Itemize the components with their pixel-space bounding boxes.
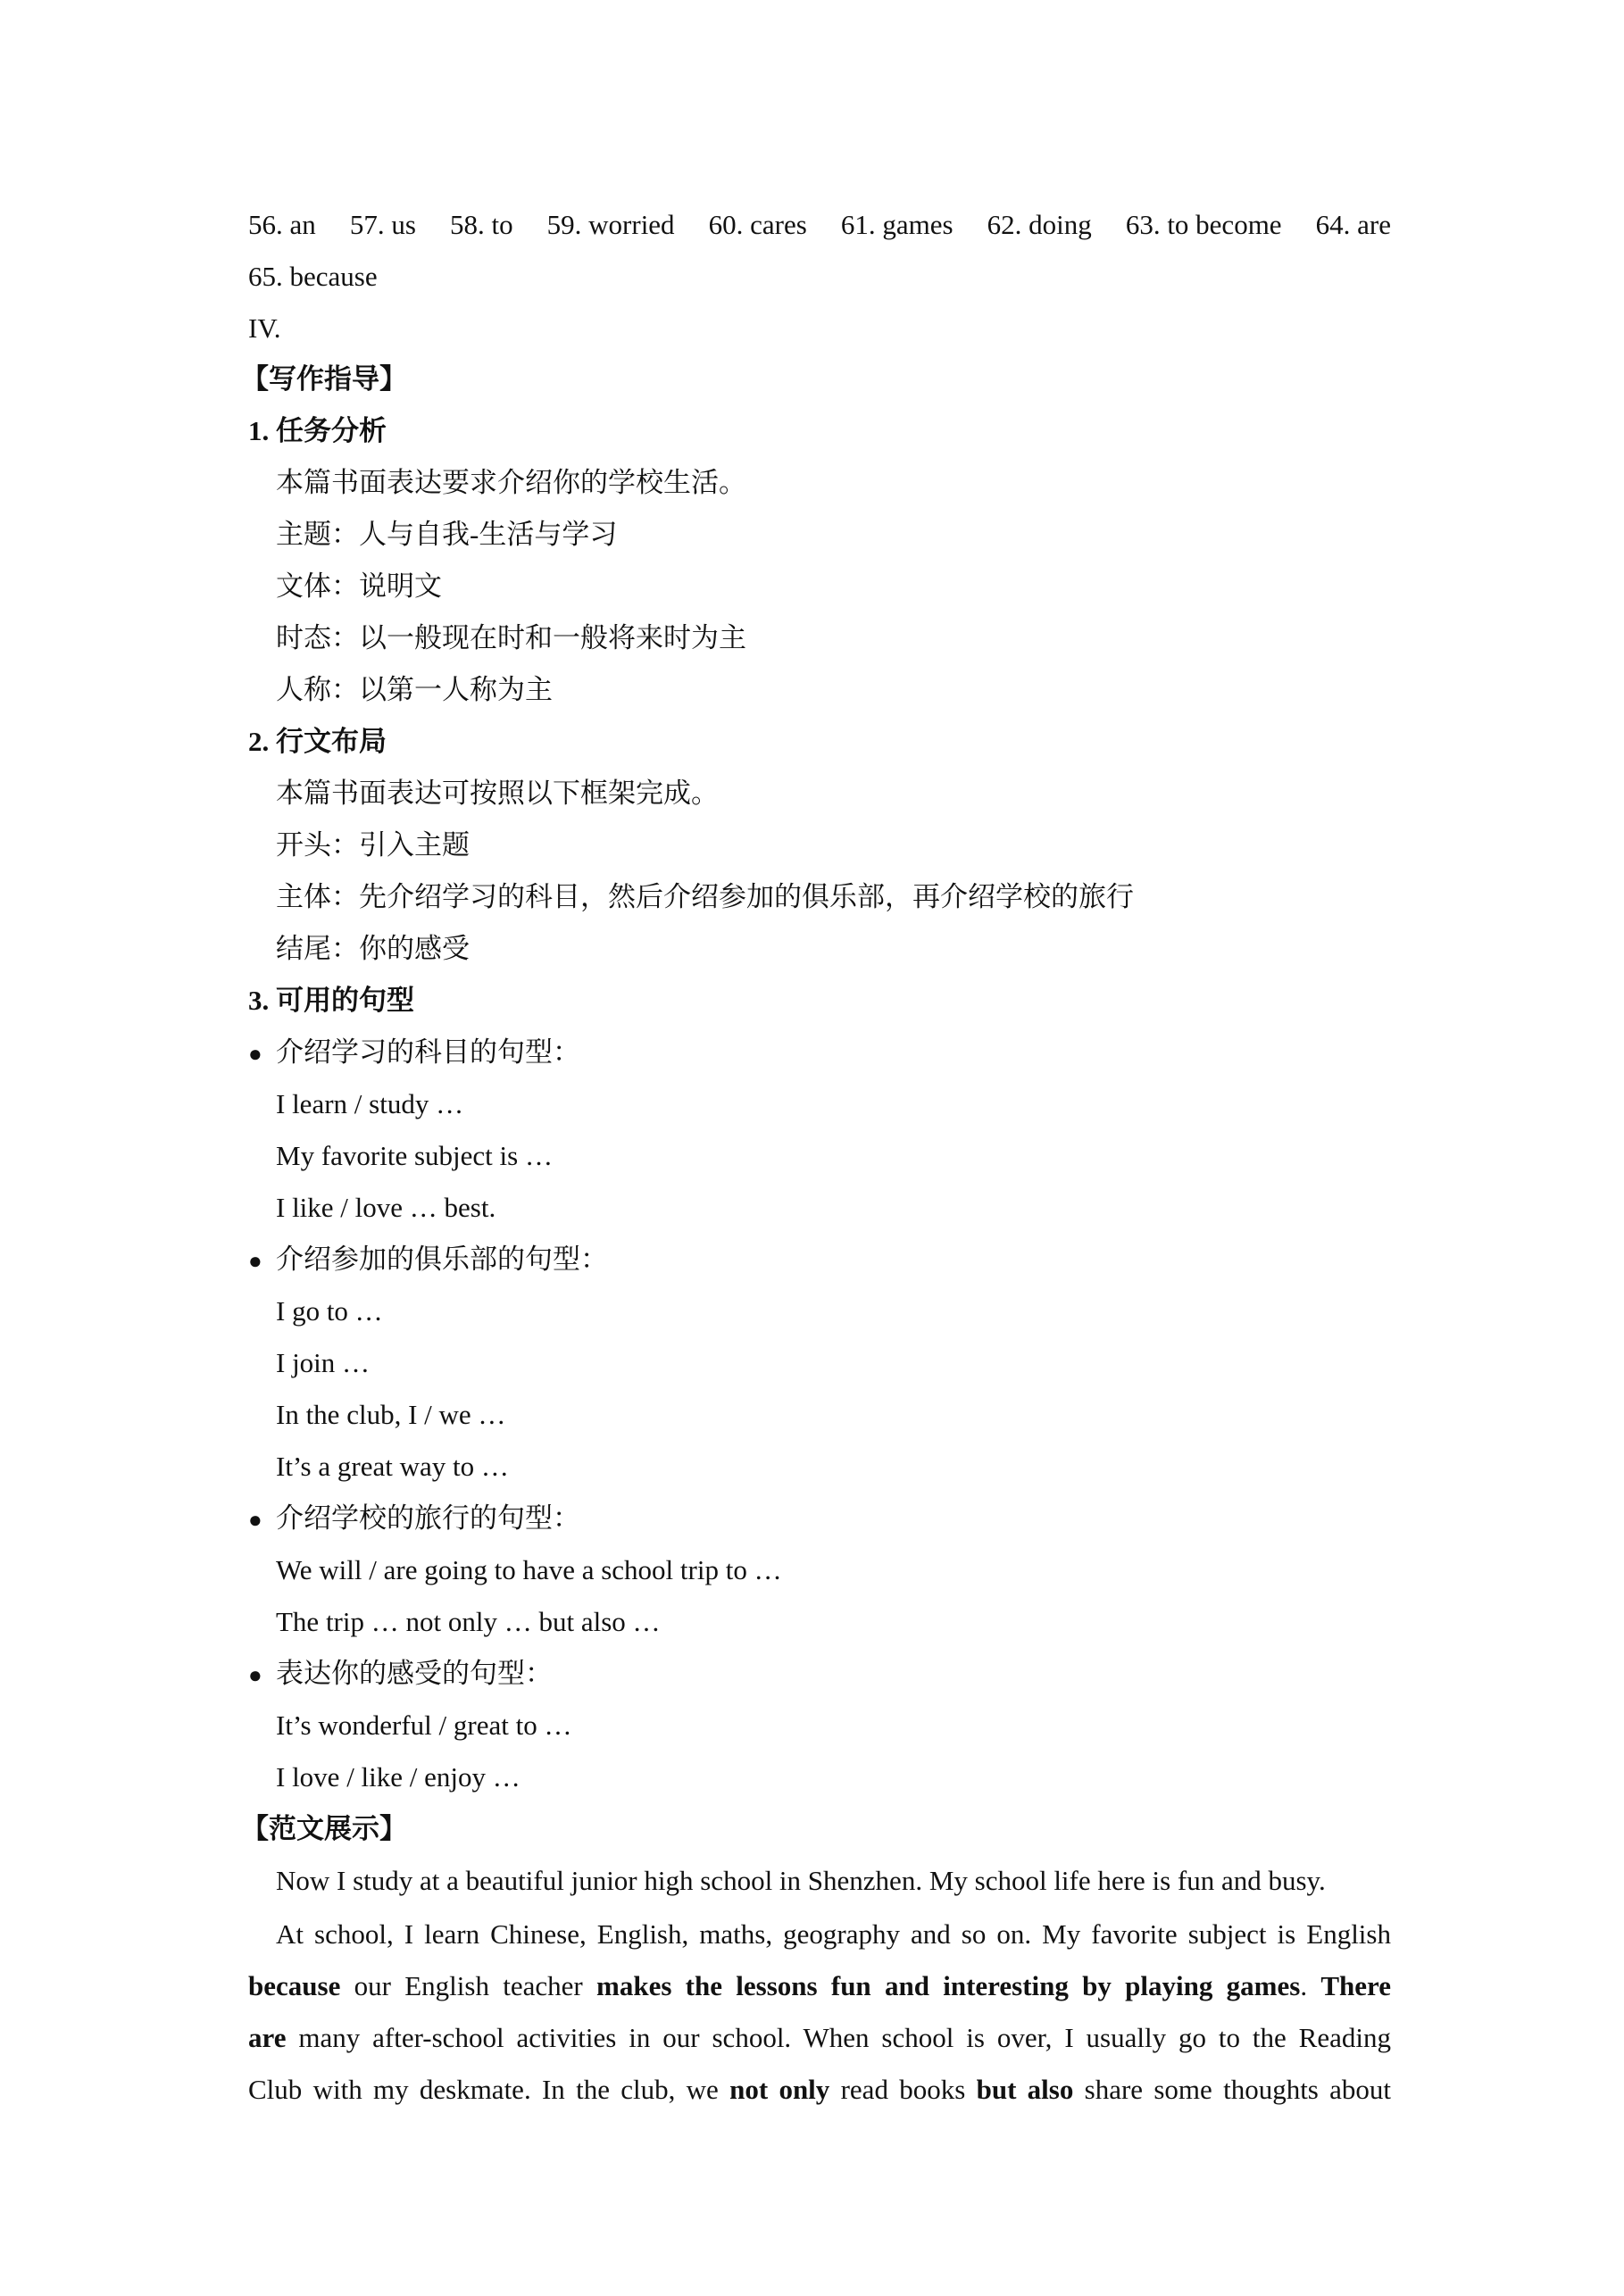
- task-analysis-heading: 1. 任务分析: [248, 415, 387, 446]
- layout-line: 开头：引入主题: [276, 829, 470, 861]
- pattern-group-title: [248, 1501, 580, 1538]
- sample-bold: but also: [976, 2074, 1074, 2105]
- pattern-item: My favorite subject is …: [276, 1140, 553, 1171]
- sample-title: 【范文展示】: [241, 1813, 407, 1844]
- answer-item: 60. cares: [708, 209, 807, 240]
- pattern-group-label: 介绍参加的俱乐部的句型：: [276, 1244, 608, 1275]
- answer-item: 64. are: [1315, 209, 1391, 240]
- answer-item: 58. to: [449, 209, 513, 240]
- pattern-group-label: 介绍学校的旅行的句型：: [276, 1502, 580, 1534]
- bullet-icon: ●: [248, 1662, 262, 1688]
- sample-line: [248, 1909, 1391, 1960]
- pattern-item: I love / like / enjoy …: [276, 1761, 521, 1793]
- answer-item: 63. to become: [1125, 209, 1282, 240]
- layout-line: 结尾：你的感受: [276, 933, 470, 964]
- sample-line: [248, 2064, 1391, 2116]
- sample-text: .: [1300, 1970, 1321, 2001]
- bullet-icon: ●: [248, 1041, 262, 1067]
- pattern-group-label: 表达你的感受的句型：: [276, 1658, 553, 1689]
- answer-item: 61. games: [840, 209, 954, 240]
- pattern-item: I go to …: [276, 1295, 383, 1327]
- sample-line: [248, 1960, 1391, 2012]
- answer-item: 62. doing: [987, 209, 1092, 240]
- pattern-group-label: 介绍学习的科目的句型：: [276, 1036, 580, 1068]
- pattern-item: It’s a great way to …: [276, 1451, 509, 1482]
- bullet-icon: ●: [248, 1248, 262, 1274]
- section-number: IV.: [248, 312, 281, 344]
- layout-heading: 2. 行文布局: [248, 726, 387, 757]
- pattern-item: In the club, I / we …: [276, 1399, 506, 1430]
- pattern-group-title: [248, 1035, 580, 1072]
- task-analysis-line: 文体：说明文: [276, 570, 442, 602]
- task-analysis-line: 时态：以一般现在时和一般将来时为主: [276, 622, 746, 653]
- answer-item: 59. worried: [546, 209, 675, 240]
- pattern-item: I learn / study …: [276, 1088, 464, 1119]
- sample-bold: not only: [729, 2074, 830, 2105]
- sample-paragraph-1: Now I study at a beautiful junior high school in Shenzhen. My school life here is fun and busy.: [276, 1865, 1326, 1896]
- answer-item: 56. an: [248, 209, 316, 240]
- sample-bold: are: [248, 2022, 287, 2053]
- task-analysis-line: 人称：以第一人称为主: [276, 674, 553, 705]
- sample-bold: because: [248, 1970, 341, 2001]
- sample-text: our English teacher: [340, 1970, 596, 2001]
- sample-bold: There: [1320, 1970, 1392, 2001]
- pattern-item: I join …: [276, 1347, 371, 1378]
- task-analysis-line: 本篇书面表达要求介绍你的学校生活。: [276, 467, 746, 498]
- layout-line: 本篇书面表达可按照以下框架完成。: [276, 778, 719, 809]
- pattern-item: It’s wonderful / great to …: [276, 1710, 572, 1741]
- pattern-item: The trip … not only … but also …: [276, 1606, 661, 1637]
- layout-line: 主体：先介绍学习的科目，然后介绍参加的俱乐部，再介绍学校的旅行: [276, 881, 1134, 912]
- sample-text: read books: [829, 2074, 977, 2105]
- sample-text: share some thoughts about: [1073, 2074, 1392, 2105]
- sample-text: At school, I learn Chinese, English, maths, geography and so on. My favorite subject is English: [276, 1918, 1391, 1950]
- pattern-group-title: [248, 1656, 553, 1693]
- sample-text: many after-school activities in our school. When school is over, I usually go to the Reading: [286, 2022, 1391, 2053]
- writing-guide-title: 【写作指导】: [241, 363, 407, 395]
- answer-row: [248, 207, 1391, 243]
- pattern-item: I like / love … best.: [276, 1192, 496, 1223]
- patterns-heading: 3. 可用的句型: [248, 985, 414, 1016]
- sample-line: [248, 2012, 1391, 2064]
- sample-bold: makes the lessons fun and interesting by playing games: [596, 1970, 1301, 2001]
- answer-item: 57. us: [349, 209, 416, 240]
- task-analysis-line: 主题：人与自我-生活与学习: [276, 519, 618, 550]
- bullet-icon: ●: [248, 1507, 262, 1533]
- pattern-group-title: [248, 1242, 608, 1279]
- pattern-item: We will / are going to have a school trip to …: [276, 1554, 782, 1585]
- sample-text: Club with my deskmate. In the club, we: [248, 2074, 730, 2105]
- answer-item: 65. because: [248, 261, 378, 292]
